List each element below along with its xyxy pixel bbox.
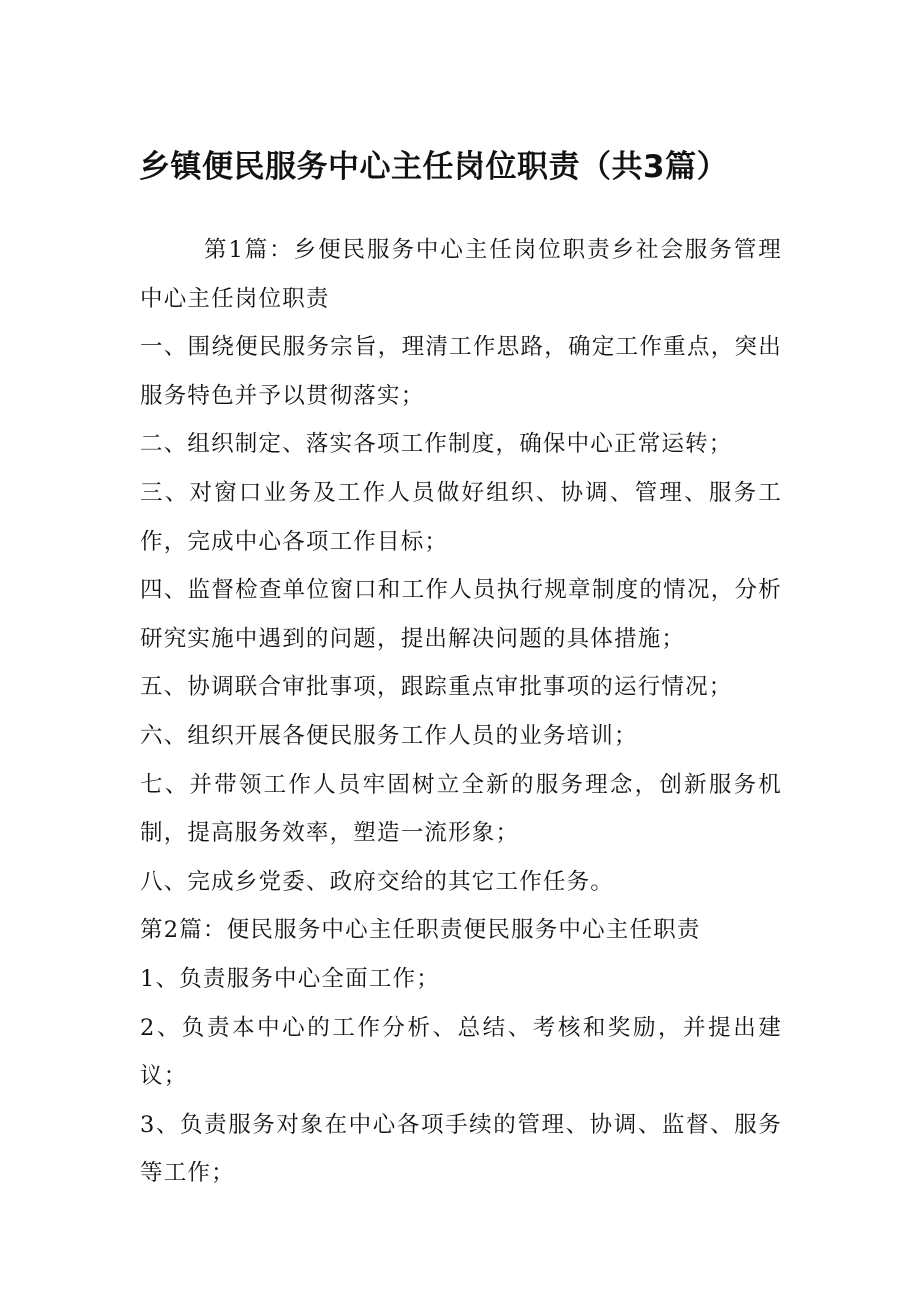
paragraph-article-1-heading: 第1篇：乡便民服务中心主任岗位职责乡社会服务管理中心主任岗位职责 (140, 237, 782, 312)
paragraph-duty-6: 六、组织开展各便民服务工作人员的业务培训； (140, 722, 638, 749)
paragraph-item-2: 2、负责本中心的工作分析、总结、考核和奖励，并提出建议； (140, 1014, 782, 1090)
paragraph-duty-4: 四、监督检查单位窗口和工作人员执行规章制度的情况，分析研究实施中遇到的问题，提出解决问题的具体措施； (140, 577, 782, 652)
paragraph-duty-2: 二、组织制定、落实各项工作制度，确保中心正常运转； (140, 431, 733, 458)
paragraph-duty-5: 五、协调联合审批事项，跟踪重点审批事项的运行情况； (140, 674, 733, 701)
paragraph-duty-7: 七、并带领工作人员牢固树立全新的服务理念，创新服务机制，提高服务效率，塑造一流形象； (140, 771, 782, 847)
document-title: 乡镇便民服务中心主任岗位职责（共3篇） (139, 149, 729, 185)
paragraph-item-1: 1、负责服务中心全面工作； (140, 965, 440, 992)
document-body (140, 226, 782, 1198)
paragraph-duty-8: 八、完成乡党委、政府交给的其它工作任务。 (140, 868, 615, 895)
paragraph-duty-3: 三、对窗口业务及工作人员做好组织、协调、管理、服务工作，完成中心各项工作目标； (140, 479, 782, 555)
paragraph-item-3: 3、负责服务对象在中心各项手续的管理、协调、监督、服务等工作； (140, 1111, 782, 1187)
paragraph-duty-1: 一、围绕便民服务宗旨，理清工作思路，确定工作重点，突出服务特色并予以贯彻落实； (140, 334, 782, 409)
paragraph-article-2-heading: 第2篇：便民服务中心主任职责便民服务中心主任职责 (140, 917, 701, 944)
